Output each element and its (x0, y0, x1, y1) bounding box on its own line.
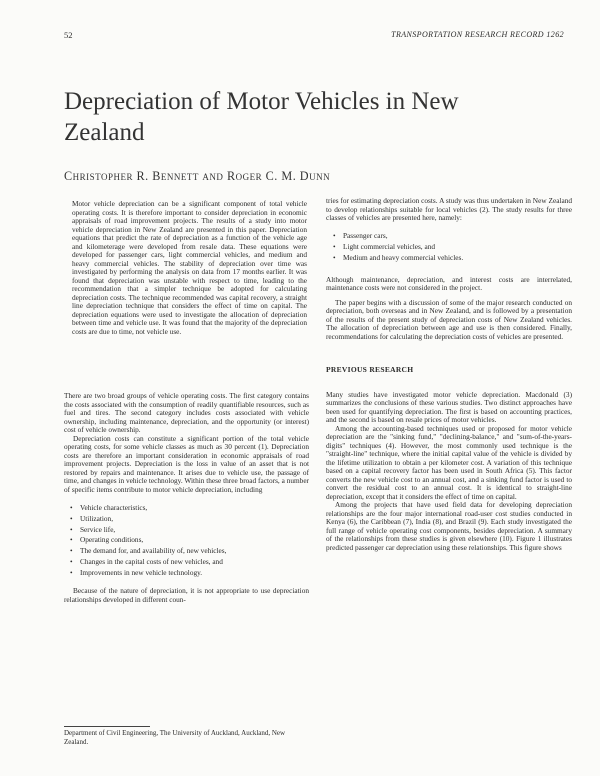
left-column (64, 200, 309, 604)
list-item: • Medium and heavy commercial vehicles. (343, 254, 572, 263)
body-paragraph: There are two broad groups of vehicle operating costs. The first category contains the costs associated with the consumption of readily quantifiable resources, such as fuel and tires. The second category includes costs associated with vehicle ownership, including maintenance, depreciation, and the opportunity (or interest) cost of vehicle ownership. (64, 391, 309, 434)
running-head: TRANSPORTATION RESEARCH RECORD 1262 (391, 30, 564, 39)
body-paragraph: tries for estimating depreciation costs. A study was thus undertaken in New Zealand to develop relationships suitable for local vehicles (2). The study results for three classes of vehicles are presented here, namely: (326, 196, 572, 222)
body-paragraph: The paper begins with a discussion of some of the major research conducted on depreciation, both overseas and in New Zealand, and is followed by a presentation of the results of the present study of depreciation costs of New Zealand vehicles. The allocation of depreciation between age and use is then considered. Finally, recommendations for calculating the depreciation costs of vehicles are presented. (326, 297, 572, 341)
list-item: • Operating conditions, (80, 536, 309, 545)
body-paragraph: Many studies have investigated motor vehicle depreciation. Macdonald (3) summarizes the conclusions of these various studies. Two distinct approaches have been used for quantifying depreciation. The first is based on accounting practices, and the second is based on resale prices of motor vehicles. (326, 389, 572, 425)
list-item: • Changes in the capital costs of new vehicles, and (80, 558, 309, 567)
list-item: • The demand for, and availability of, new vehicles, (80, 547, 309, 556)
footnote-divider (64, 726, 150, 727)
list-item: • Service life, (80, 526, 309, 535)
body-paragraph: Among the accounting-based techniques used or proposed for motor vehicle depreciation are the "sinking fund," "declining-balance," and "sum-of-the-years-digits" techniques (4). However, the most commonly used technique is the "straight-line" technique, where the initial capital value of the vehicle is divided by the lifetime utilization to obtain a per kilometer cost. A variation of this technique based on a capital recovery factor has been used in South Africa (5). This factor converts the new vehicle cost to an annual cost, and a sinking fund factor is used to convert the residual cost to an annual cost. It is identical to straight-line depreciation, except that it considers the effect of time on capital. (326, 423, 572, 501)
body-paragraph: Because of the nature of depreciation, it is not appropriate to use depreciation relationships developed in different coun- (64, 586, 309, 604)
list-item: • Utilization, (80, 515, 309, 524)
author-line: Christopher R. Bennett and Roger C. M. Dunn (64, 169, 331, 183)
list-item: • Passenger cars, (343, 232, 572, 241)
page-number: 52 (64, 30, 73, 40)
paper-title: Depreciation of Motor Vehicles in New Zealand (64, 88, 459, 146)
right-column (326, 197, 572, 552)
list-item: • Improvements in new vehicle technology. (80, 569, 309, 578)
abstract: Motor vehicle depreciation can be a significant component of total vehicle operating costs. It is therefore important to consider depreciation in economic appraisals of road improvement projects. The results of a study into motor vehicle depreciation in New Zealand are presented in this paper. Depreciation equations that predict the rate of depreciation as a function of the vehicle age and kilometerage were developed from resale data. These equations were developed for passenger cars, light commercial vehicles, and medium and heavy commercial vehicles. The stability of depreciation over time was investigated by performing the analysis on data from 17 months earlier. It was found that depreciation was unstable with respect to time, leading to the recommendation that a simpler technique be adopted for calculating depreciation costs. The technique recommended was capital recovery, a straight line depreciation technique that considers the effect of time on capital. The depreciation equations were used to investigate the allocation of depreciation between time and vehicle use. It was found that the majority of the depreciation costs are due to time, not vehicle use. (72, 199, 307, 336)
depreciation-factors-list (64, 504, 309, 577)
body-paragraph: Although maintenance, depreciation, and interest costs are interrelated, maintenance costs were not considered in the project. (326, 274, 572, 293)
list-item: • Vehicle characteristics, (80, 504, 309, 513)
body-paragraph: Among the projects that have used field data for developing depreciation relationships are the four major international road-user cost studies conducted in Kenya (6), the Caribbean (7), India (8), and Brazil (9). Each study investigated the full range of vehicle operating cost components, besides depreciation. A summary of the relationships from these studies is given elsewhere (10). Figure 1 illustrates predicted passenger car depreciation using these relationships. This figure shows (326, 500, 572, 552)
body-paragraph: Depreciation costs can constitute a significant portion of the total vehicle operating costs, for some vehicle classes as much as 30 percent (1). Depreciation costs are therefore an important consideration in economic appraisals of road improvement projects. Depreciation is the loss in value of an asset that is not restored by repairs and maintenance. It arises due to vehicle use, the passage of time, and changes in vehicle technology. Within these three broad factors, a number of specific items contribute to motor vehicle depreciation, including (64, 433, 309, 494)
list-item: • Light commercial vehicles, and (343, 243, 572, 252)
author-affiliation-footnote: Department of Civil Engineering, The University of Auckland, Auckland, New Zealand. (64, 729, 286, 746)
section-heading: PREVIOUS RESEARCH (326, 365, 414, 375)
vehicle-classes-list (326, 232, 572, 263)
